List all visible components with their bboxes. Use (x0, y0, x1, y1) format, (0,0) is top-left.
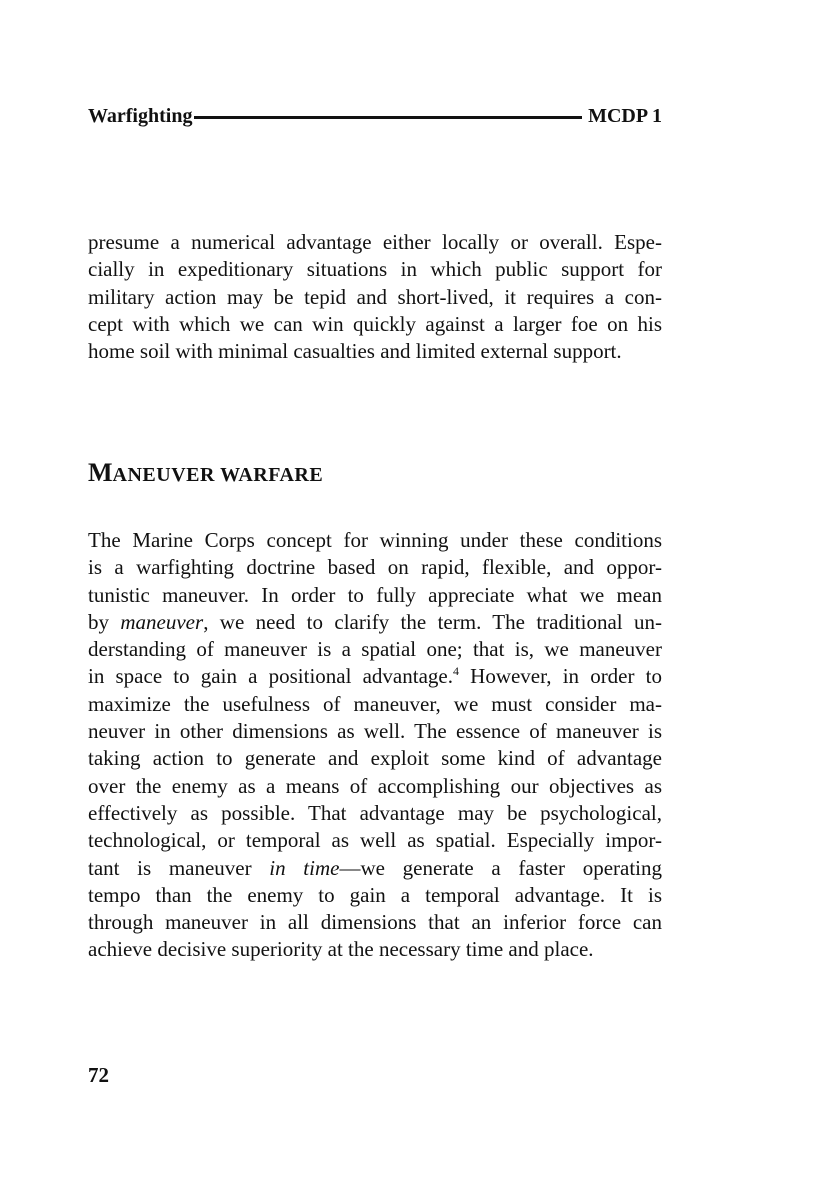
text-line: technological, or temporal as well as spatial. Especially impor- (88, 828, 662, 853)
text-run: tant is maneuver (88, 855, 270, 880)
text-line: derstanding of maneuver is a spatial one; that is, we maneuver (88, 637, 662, 662)
heading-initial: M (88, 458, 113, 487)
heading-rest: ANEUVER WARFARE (112, 464, 324, 486)
text-line: achieve decisive superiority at the necessary time and place. (88, 937, 594, 962)
running-header (88, 102, 662, 130)
section-heading (88, 458, 323, 488)
paragraph-continued (88, 229, 662, 365)
text-line: effectively as possible. That advantage may be psychological, (88, 800, 662, 825)
text-line (88, 663, 662, 690)
text-run: —we generate a faster operating (339, 855, 662, 880)
text-line: cially in expeditionary situations in which public support for (88, 257, 662, 282)
text-line: taking action to generate and exploit some kind of advantage (88, 746, 662, 771)
text-line (88, 855, 662, 882)
text-line: through maneuver in all dimensions that an inferior force can (88, 910, 662, 935)
text-line: cept with which we can win quickly against a larger foe on his (88, 311, 662, 336)
emphasis-text: in time (269, 855, 340, 880)
text-run: However, in order to (458, 664, 662, 689)
text-line (88, 609, 662, 636)
footnote-reference: 4 (452, 664, 459, 679)
page-number: 72 (88, 1063, 109, 1087)
text-line: is a warfighting doctrine based on rapid, flexible, and oppor- (88, 555, 662, 580)
text-run: in space to gain a positional advantage. (88, 664, 453, 689)
text-line: tempo than the enemy to gain a temporal advantage. It is (88, 882, 662, 907)
emphasis-text: maneuver (120, 609, 204, 634)
text-line: over the enemy as a means of accomplishing our objectives as (88, 773, 662, 798)
header-title: Warfighting (88, 104, 193, 127)
text-line: tunistic maneuver. In order to fully appreciate what we mean (88, 582, 662, 607)
text-run: by (88, 609, 121, 634)
header-rule (194, 116, 582, 119)
text-line: The Marine Corps concept for winning under these conditions (88, 528, 662, 552)
text-line: military action may be tepid and short-lived, it requires a con- (88, 284, 662, 309)
text-line: presume a numerical advantage either locally or overall. Espe- (88, 230, 662, 254)
paragraph-maneuver-warfare (88, 527, 662, 964)
text-run: , we need to clarify the term. The traditional un- (203, 609, 663, 634)
text-line: maximize the usefulness of maneuver, we must consider ma- (88, 691, 662, 716)
header-publication: MCDP 1 (588, 104, 662, 127)
text-line: neuver in other dimensions as well. The essence of maneuver is (88, 719, 662, 744)
text-line: home soil with minimal casualties and limited external support. (88, 339, 622, 364)
